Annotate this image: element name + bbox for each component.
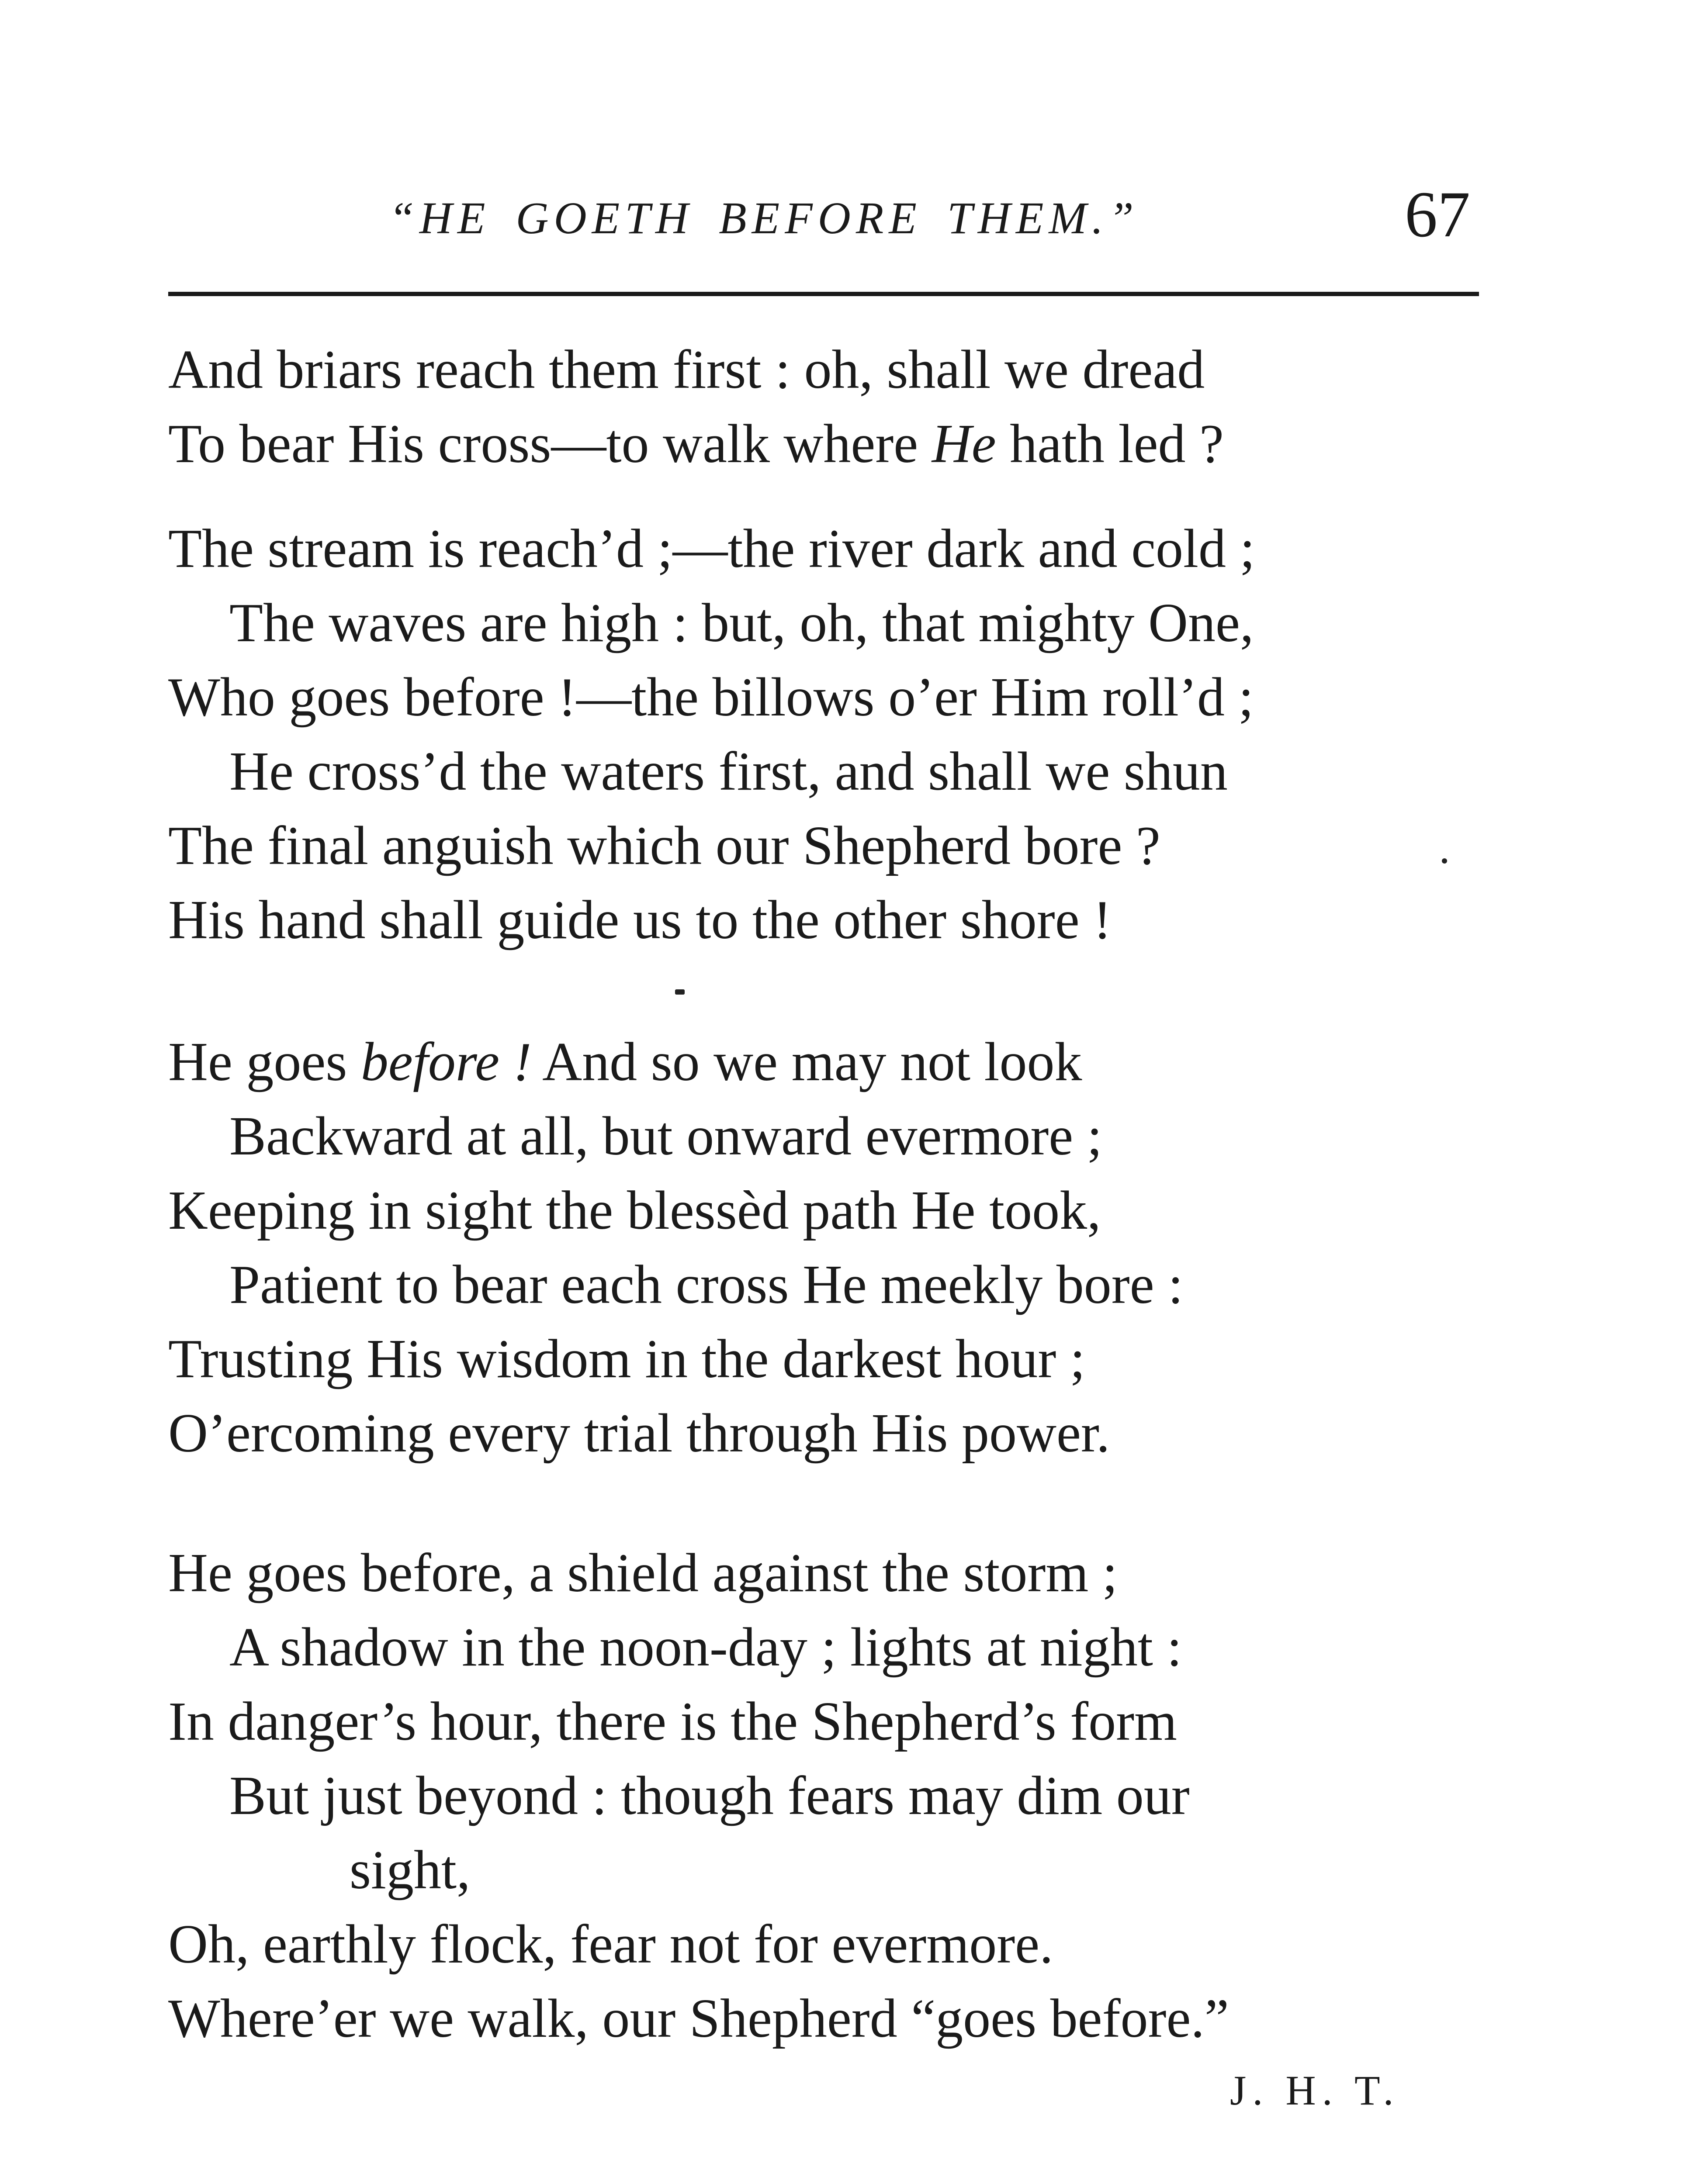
poem-line: And briars reach them first : oh, shall we dread	[168, 339, 1205, 400]
poem-line: The final anguish which our Shepherd bore ?	[168, 816, 1160, 876]
poem-line: In danger’s hour, there is the Shepherd’s form	[168, 1691, 1178, 1752]
poem-line: Trusting His wisdom in the darkest hour ;	[168, 1329, 1085, 1389]
poem-line: Backward at all, but onward evermore ;	[229, 1106, 1102, 1167]
poem-line: The stream is reach’d ;—the river dark and cold ;	[168, 518, 1255, 579]
emphasis: He	[932, 414, 996, 474]
poem-line: His hand shall guide us to the other shore !	[168, 890, 1112, 950]
header-rule	[168, 292, 1479, 296]
emphasis: before !	[360, 1032, 532, 1092]
speck	[1442, 858, 1447, 864]
page-number: 67	[1405, 178, 1470, 251]
speck	[675, 989, 685, 995]
poem-line: The waves are high : but, oh, that mighty One,	[229, 593, 1254, 653]
poem-line: Keeping in sight the blessèd path He took,	[168, 1180, 1101, 1241]
running-title: “HE GOETH BEFORE THEM.”	[389, 193, 1139, 243]
poem-line: He goes before, a shield against the storm ;	[168, 1543, 1118, 1603]
poem-line: Patient to bear each cross He meekly bore :	[229, 1254, 1184, 1315]
poem-line: O’ercoming every trial through His power.	[168, 1403, 1110, 1464]
poem-line: He goes before ! And so we may not look	[168, 1032, 1082, 1092]
poem-line: Oh, earthly flock, fear not for evermore.	[168, 1914, 1053, 1975]
poem-line: sight,	[350, 1840, 471, 1901]
author-initials: J. H. T.	[1230, 2067, 1400, 2114]
poem-line: Where’er we walk, our Shepherd “goes before.”	[168, 1988, 1229, 2049]
poem-line: A shadow in the noon-day ; lights at night :	[229, 1617, 1182, 1678]
poem-line: To bear His cross—to walk where He hath led ?	[168, 414, 1224, 474]
poem-line: But just beyond : though fears may dim our	[229, 1766, 1190, 1826]
poem-line: He cross’d the waters first, and shall we shun	[229, 741, 1228, 802]
poem-line: Who goes before !—the billows o’er Him roll’d ;	[168, 667, 1254, 728]
